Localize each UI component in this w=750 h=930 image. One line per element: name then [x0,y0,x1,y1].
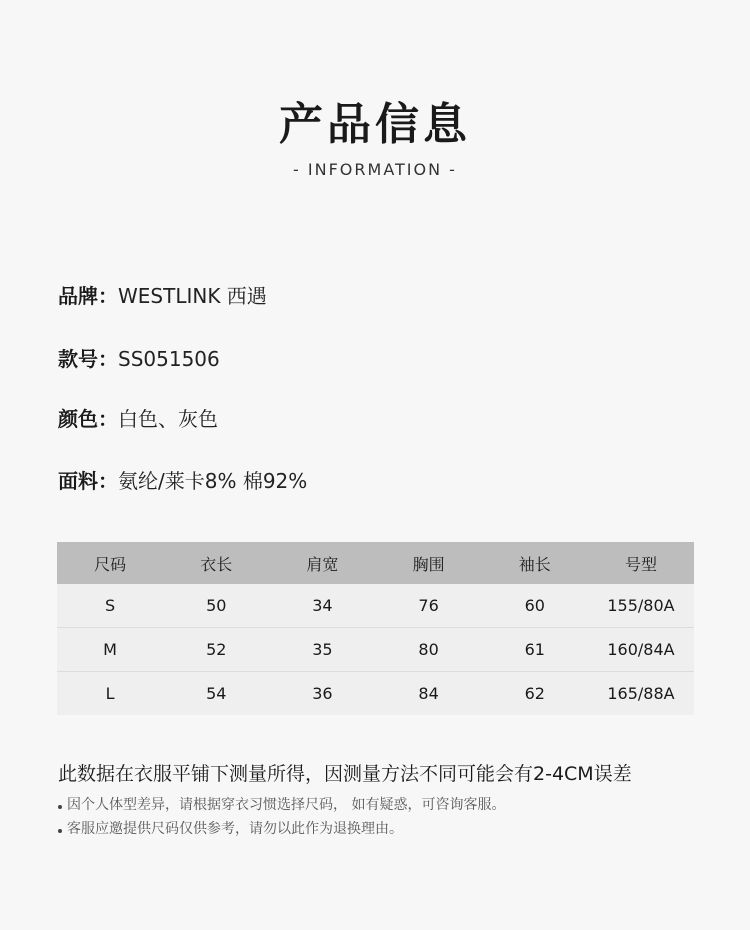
attr-brand-label: 品牌： [58,284,118,308]
table-cell: 61 [524,640,545,659]
attr-color-label: 颜色： [58,407,118,431]
bullet-icon [58,829,62,833]
attr-brand [58,280,267,309]
size-table [57,542,694,715]
table-cell: 54 [206,684,227,703]
note-text: 客服应邀提供尺码仅供参考，请勿以此作为退换理由。 [67,821,403,837]
attr-fabric-label: 面料： [58,469,118,493]
table-cell: 76 [418,596,439,615]
table-cell: 160/84A [607,640,675,659]
table-cell: 52 [206,640,227,659]
size-table-header [57,542,694,584]
table-cell: 36 [312,684,333,703]
attr-fabric [58,465,307,494]
table-row [57,672,694,715]
table-cell: 165/88A [607,684,675,703]
table-cell: S [105,596,116,615]
note-item [58,794,505,814]
table-cell: 84 [418,684,439,703]
note-item [58,818,403,838]
attr-color-value: 白色、灰色 [118,407,218,431]
table-cell: 62 [524,684,545,703]
table-row [57,628,694,672]
header-sleeve: 袖长 [518,554,551,574]
table-cell: 50 [206,596,227,615]
header-length: 衣长 [200,554,233,574]
attr-fabric-value: 氨纶/莱卡8% 棉92% [118,469,308,493]
header-chest: 胸围 [412,554,445,574]
page-title: 产品信息 [279,99,471,150]
page-subtitle: - INFORMATION - [293,160,457,179]
header-fit: 号型 [624,554,657,574]
table-cell: 34 [312,596,333,615]
header-shoulder: 肩宽 [306,554,339,574]
attr-style-number-label: 款号： [58,347,118,371]
table-row [57,584,694,628]
table-cell: L [105,684,115,703]
attr-style-number [58,343,220,372]
table-cell: M [103,640,117,659]
table-cell: 60 [524,596,545,615]
measurement-note: 此数据在衣服平铺下测量所得，因测量方法不同可能会有2-4CM误差 [58,763,632,785]
attr-color [58,403,218,432]
bullet-icon [58,805,62,809]
attr-style-number-value: SS051506 [118,347,220,371]
header-size: 尺码 [94,554,127,574]
table-cell: 155/80A [607,596,675,615]
attr-brand-value: WESTLINK 西遇 [118,284,267,308]
table-cell: 35 [312,640,333,659]
table-cell: 80 [418,640,439,659]
note-text: 因个人体型差异，请根据穿衣习惯选择尺码， 如有疑惑，可咨询客服。 [67,797,506,813]
